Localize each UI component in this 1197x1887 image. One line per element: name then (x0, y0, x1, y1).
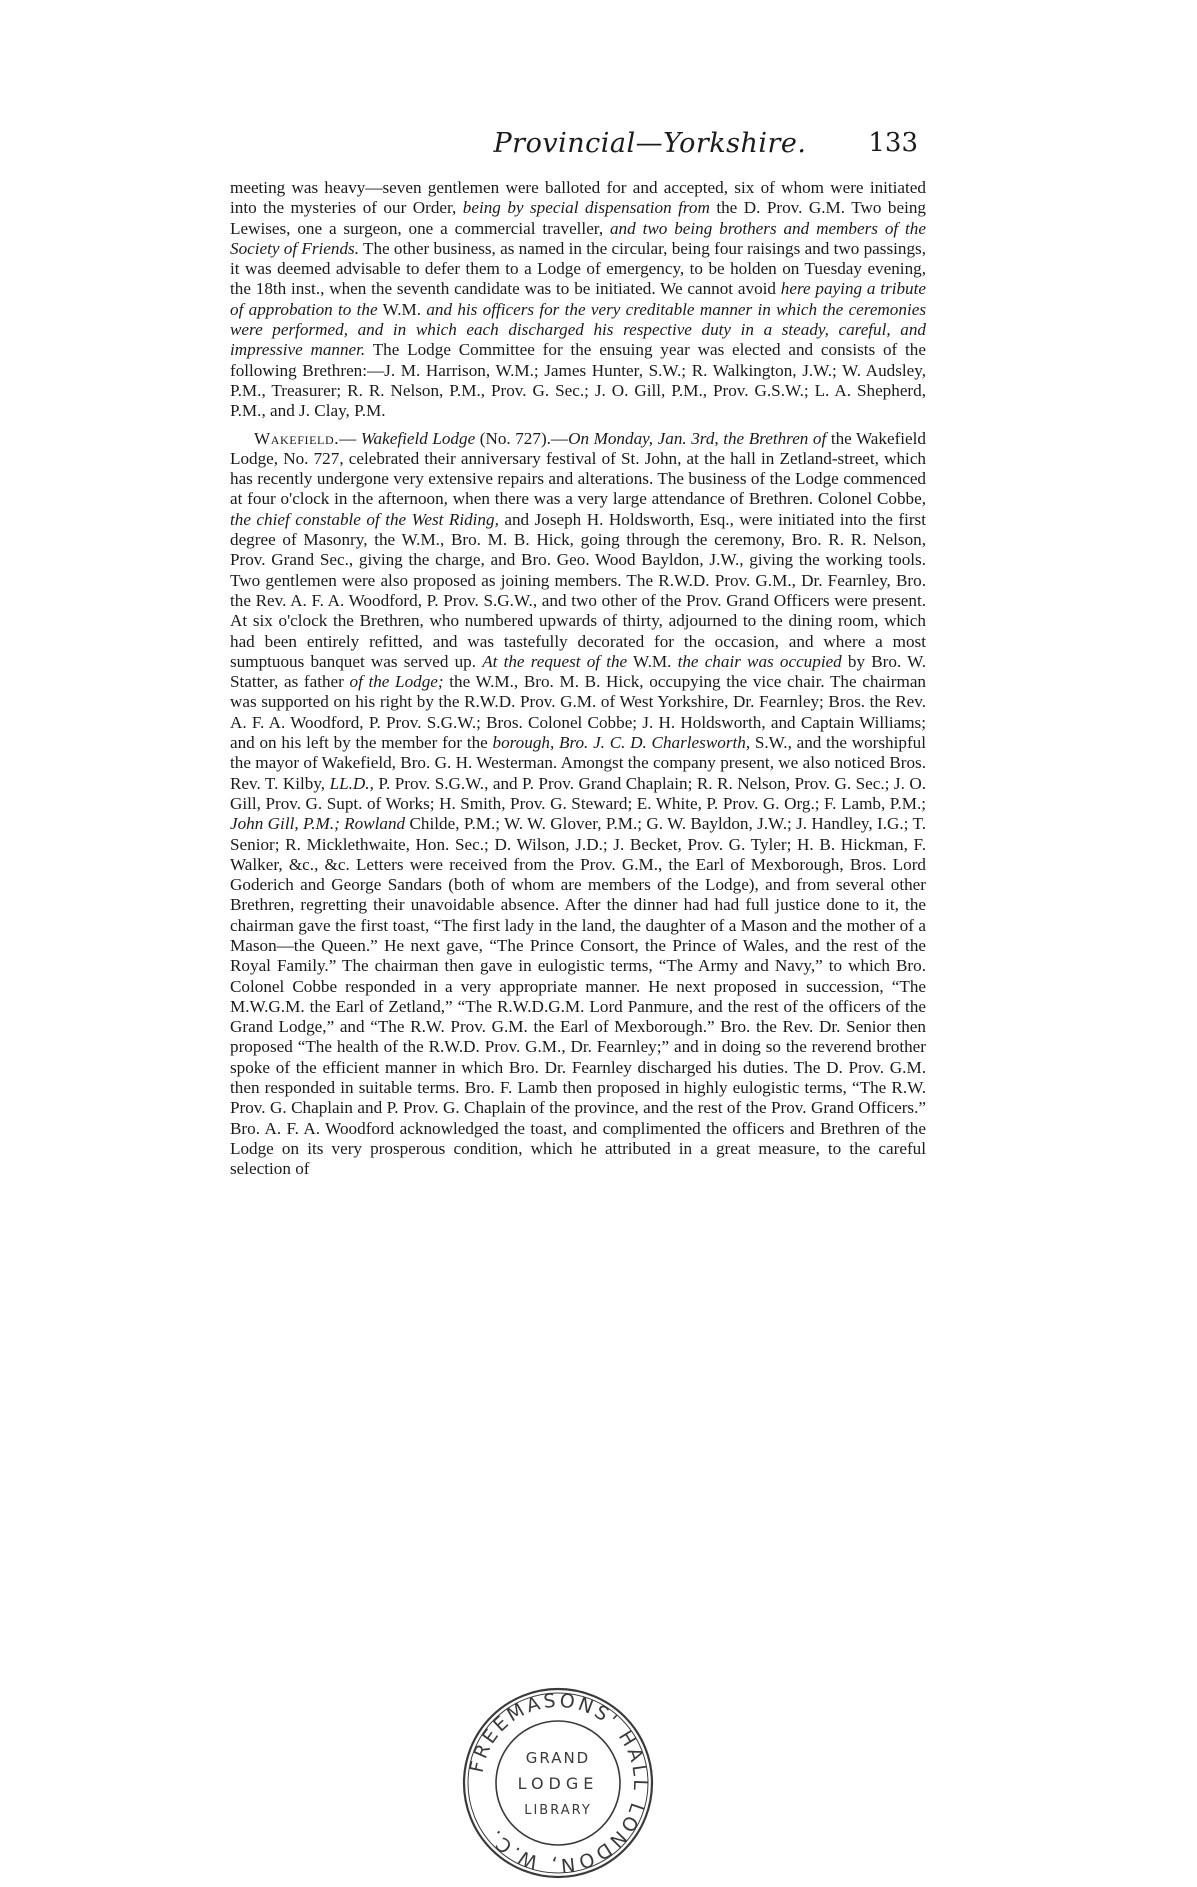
paragraph2-run: the W.M., Bro. M. B. Hick, occupying the vice chair. The chairman was supported on his right by the R.W.D. Prov. G.M. of West Yorkshire, Dr. Fearnley; Bros. the Rev. A. F. A. Woodford, P. Prov. S.G.W.; Bros. Colonel Cobbe; J. H. Holdsworth, and Captain Williams; and on his left by the member for the (230, 672, 926, 753)
paragraph2-run: S.W., and the worshipful the mayor of Wakefield, Bro. G. H. Westerman. Amongst the company present, we also noticed Bros. Rev. T. Kilby, (230, 733, 927, 793)
library-stamp (458, 1683, 658, 1883)
paragraph1-run: The other business, as named in the circular, being four raisings and two passings, it was deemed advisable to defer them to a Lodge of emergency, to be holden on Tuesday evening, the 18th inst., when the seventh candidate was to be initiated. We cannot avoid (230, 238, 926, 299)
paragraph2-run: , P. Prov. S.G.W., and P. Prov. Grand Chaplain; R. R. Nelson, Prov. G. Sec.; J. O. Gill, Prov. G. Supt. of Works; H. Smith, Prov. G. Steward; E. White, P. Prov. G. Org.; F. Lamb, P.M.; (230, 773, 926, 813)
paragraph2-run: by Bro. W. Statter, as father (230, 651, 926, 692)
paragraph1-run: meeting was heavy—seven gentlemen were balloted for and accepted, six of whom were initiated into the mysteries of our Order, (230, 178, 926, 218)
page-number: 133 (868, 128, 918, 158)
stamp-line-library: LIBRARY (524, 1803, 592, 1818)
stamp-seal-icon (458, 1683, 658, 1883)
paragraph1-run: here paying a tribute of approbation to the (230, 279, 926, 319)
running-head: Provincial—Yorkshire. (493, 128, 807, 159)
paragraph2-run: and Joseph H. Holdsworth, Esq., were initiated into the first degree of Masonry, the W.M., Bro. M. B. Hick, going through the ceremony, Bro. R. R. Nelson, Prov. Grand Sec., giving the charge, and Bro. Geo. Wood Bayldon, J.W., giving the working tools. Two gentlemen were also proposed as joining members. The R.W.D. Prov. G.M., Dr. Fearnley, Bro. the Rev. A. F. A. Woodford, P. Prov. S.G.W., and two other of the Prov. Grand Officers were present. At six o'clock the Brethren, who numbered upwards of thirty, adjourned to the dining room, which had been entirely refitted, and was tastefully decorated for the occasion, and where a most sumptuous banquet was served up. (230, 509, 926, 671)
stamp-line-grand: GRAND (525, 1749, 591, 1767)
paragraph2-run: the chair was occupied (677, 651, 842, 671)
paragraph2-run: On Monday, Jan. 3rd, the Brethren of (568, 428, 827, 448)
paragraph2-run: W.M. (627, 651, 678, 671)
paragraph1-run: The Lodge Committee for the ensuing year was elected and consists of the following Brethren:—J. M. Harrison, W.M.; James Hunter, S.W.; R. Walkington, J.W.; W. Audsley, P.M., Treasurer; R. R. Nelson, P.M., Prov. G. Sec.; J. O. Gill, P.M., Prov. G.S.W.; L. A. Shepherd, P.M., and J. Clay, P.M. (230, 340, 926, 421)
paragraph2-run: LL.D. (329, 773, 370, 793)
paragraph1-run: the D. Prov. G.M. Two being Lewises, one a surgeon, one a commercial traveller, (230, 198, 926, 238)
body-text (230, 178, 926, 1180)
paragraph2-run: borough, Bro. J. C. D. Charlesworth, (492, 733, 751, 753)
paragraph2-run: John Gill, P.M.; Rowland (230, 814, 406, 834)
paragraph2-run: the chief constable of the West Riding, (230, 509, 499, 529)
paragraph1-run: and two being brothers and members of the Society of Friends. (230, 218, 926, 258)
paragraph2-run: Wakefield Lodge (360, 428, 476, 448)
paragraph2-run: of the Lodge; (349, 672, 444, 692)
paragraph2-run: (No. 727).— (475, 428, 569, 448)
paragraph1-run: and his officers for the very creditable manner in which the ceremonies were performed, and in which each discharged his respective duty in a steady, careful, and impressive manner. (230, 299, 926, 360)
stamp-outer-ring: FREEMASONS' HALL LONDON, W.C. (465, 1689, 652, 1877)
paragraph-wakefield-lodge (230, 429, 926, 1180)
paragraph2-run: Wakefield. (254, 428, 340, 448)
page-header (230, 128, 930, 168)
paragraph1-run: W.M. (377, 299, 427, 319)
paragraph-lodge-committee (230, 178, 926, 422)
paragraph2-run: — (339, 428, 361, 448)
stamp-line-lodge: LODGE (517, 1774, 599, 1793)
paragraph1-run: being by special dispensation from (462, 198, 710, 218)
paragraph2-run: the Wakefield Lodge, No. 727, celebrated their anniversary festival of St. John, at the hall in Zetland-street, which has recently undergone very extensive repairs and alterations. The business of the Lodge commenced at four o'clock in the afternoon, when there was a very large attendance of Brethren. Colonel Cobbe, (230, 428, 926, 509)
paragraph2-run: Childe, P.M.; W. W. Glover, P.M.; G. W. Bayldon, J.W.; J. Handley, I.G.; T. Senior; R. Micklethwaite, Hon. Sec.; D. Wilson, J.D.; J. Becket, Prov. G. Tyler; H. B. Hickman, F. Walker, &c., &c. Letters were received from the Prov. G.M., the Earl of Mexborough, Bros. Lord Goderich and George Sandars (both of whom are members of the Lodge), and from several other Brethren, regretting their unavoidable absence. After the dinner had had full justice done to it, the chairman gave the first toast, “The first lady in the land, the daughter of a Mason and the mother of a Mason—the Queen.” He next gave, “The Prince Consort, the Prince of Wales, and the rest of the Royal Family.” The chairman then gave in eulogistic terms, “The Army and Navy,” to which Bro. Colonel Cobbe responded in a very appropriate manner. He next proposed in succession, “The M.W.G.M. the Earl of Zetland,” “The R.W.D.G.M. Lord Panmure, and the rest of the officers of the Grand Lodge,” and “The R.W. Prov. G.M. the Earl of Mexborough.” Bro. the Rev. Dr. Senior then proposed “The health of the R.W.D. Prov. G.M., Dr. Fearnley;” and in doing so the reverend brother spoke of the efficient manner in which Bro. Dr. Fearnley discharged his duties. The D. Prov. G.M. then responded in suitable terms. Bro. F. Lamb then proposed in highly eulogistic terms, “The R.W. Prov. G. Chaplain and P. Prov. G. Chaplain of the province, and the rest of the Prov. Grand Officers.” Bro. A. F. A. Woodford acknowledged the toast, and complimented the officers and Brethren of the Lodge on its very prosperous condition, which he attributed in a great measure, to the careful selection of (230, 814, 926, 1179)
paragraph2-run: At the request of the (482, 651, 628, 671)
